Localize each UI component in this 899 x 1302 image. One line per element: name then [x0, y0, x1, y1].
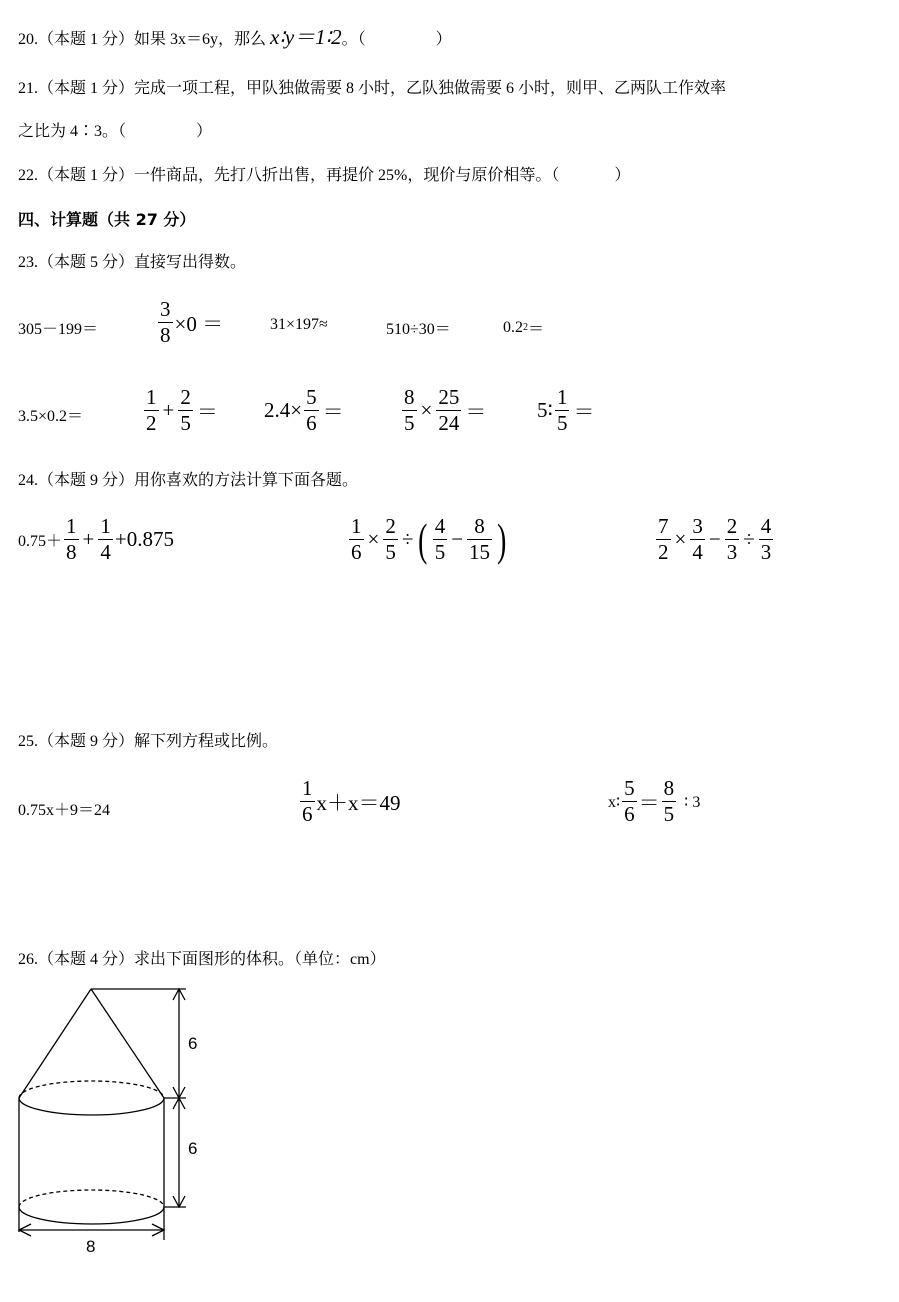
question-21-cont — [18, 122, 212, 142]
q23-r1-b: $\frac{3}{8}$ ×0 ＝ — [160, 297, 224, 347]
question-21 — [18, 79, 726, 99]
cone-cylinder-figure — [0, 980, 230, 1260]
diameter-label: 8 — [86, 1237, 96, 1256]
q20-text: 如果 3x＝6y，那么 — [134, 31, 267, 48]
question-25 — [18, 732, 278, 752]
section-title: 四、计算题（共 27 分） — [18, 210, 196, 229]
question-26 — [18, 950, 386, 970]
q21-text-line2: 之比为 4∶3。（ — [18, 123, 127, 140]
q25-text: 解下列方程或比例。 — [134, 733, 279, 750]
q24-text: 用你喜欢的方法计算下面各题。 — [134, 472, 359, 489]
q22-number: 22. — [18, 167, 38, 184]
q24-problem-2: $\frac{1}{6}$ × $\frac{2}{5}$ ÷ ( $\frac{4}{5}$ − $\frac{8}{15}$ ) — [351, 513, 507, 565]
q22-close: ） — [614, 167, 631, 184]
q24-problem-3: $\frac{7}{2}$ × $\frac{3}{4}$ − $\frac{2}{3}$ ÷ $\frac{4}{3}$ — [658, 514, 772, 564]
q21-points: （本题 1 分） — [38, 80, 135, 97]
q25-equation-3: x∶ $\frac{5}{6}$ ＝ $\frac{8}{5}$ ∶ 3 — [608, 776, 701, 826]
q22-text: 一件商品，先打八折出售，再提价 25%，现价与原价相等。（ — [134, 167, 560, 184]
q23-r2-a: 3.5×0.2＝ — [18, 408, 84, 425]
q21-text-line1: 完成一项工程，甲队独做需要 8 小时，乙队独做需要 6 小时，则甲、乙两队工作效率 — [134, 80, 727, 97]
q23-r1-a: 305－199＝ — [18, 321, 99, 338]
q22-points: （本题 1 分） — [38, 167, 135, 184]
cone-height-label: 6 — [188, 1034, 198, 1053]
left-paren: ( — [418, 513, 428, 565]
q20-close: ） — [435, 31, 452, 48]
q25-points: （本题 9 分） — [38, 733, 135, 750]
q23-r2-c: 2.4× $\frac{5}{6}$ ＝ — [264, 385, 344, 435]
q23-points: （本题 5 分） — [38, 254, 135, 271]
question-24 — [18, 471, 358, 491]
q23-r2-b: $\frac{1}{2}$ + $\frac{2}{5}$ ＝ — [146, 385, 218, 435]
q20-end: 。（ — [341, 31, 366, 48]
question-20 — [18, 27, 452, 50]
q23-r2-d: $\frac{8}{5}$ × $\frac{25}{24}$ ＝ — [404, 385, 487, 435]
q24-number: 24. — [18, 472, 38, 489]
q24-points: （本题 9 分） — [38, 472, 135, 489]
q23-number: 23. — [18, 254, 38, 271]
q23-r1-c: 31×197≈ — [270, 316, 328, 333]
q24-problem-1: 0.75＋ $\frac{1}{8}$ + $\frac{1}{4}$ +0.875 — [18, 514, 174, 564]
q25-equation-2: $\frac{1}{6}$ x＋x＝49 — [302, 776, 401, 826]
q20-number: 20. — [18, 31, 38, 48]
q20-expression: x∶y＝1∶2 — [270, 25, 342, 49]
q23-r1-d: 510÷30＝ — [386, 321, 451, 338]
q23-r1-e: 0.2 2 ＝ — [503, 318, 545, 338]
q21-number: 21. — [18, 80, 38, 97]
right-paren: ) — [497, 513, 507, 565]
q26-number: 26. — [18, 951, 38, 968]
question-22 — [18, 166, 630, 186]
cylinder-height-label: 6 — [188, 1139, 198, 1158]
q20-points: （本题 1 分） — [38, 31, 135, 48]
q23-text: 直接写出得数。 — [134, 254, 247, 271]
q23-r2-e: 5∶ $\frac{1}{5}$ ＝ — [537, 385, 595, 435]
question-23 — [18, 253, 246, 273]
q25-number: 25. — [18, 733, 38, 750]
q25-equation-1: 0.75x＋9＝24 — [18, 802, 111, 819]
q21-close: ） — [196, 123, 213, 140]
q26-text: 求出下面图形的体积。（单位：cm） — [134, 951, 386, 968]
q26-points: （本题 4 分） — [38, 951, 135, 968]
